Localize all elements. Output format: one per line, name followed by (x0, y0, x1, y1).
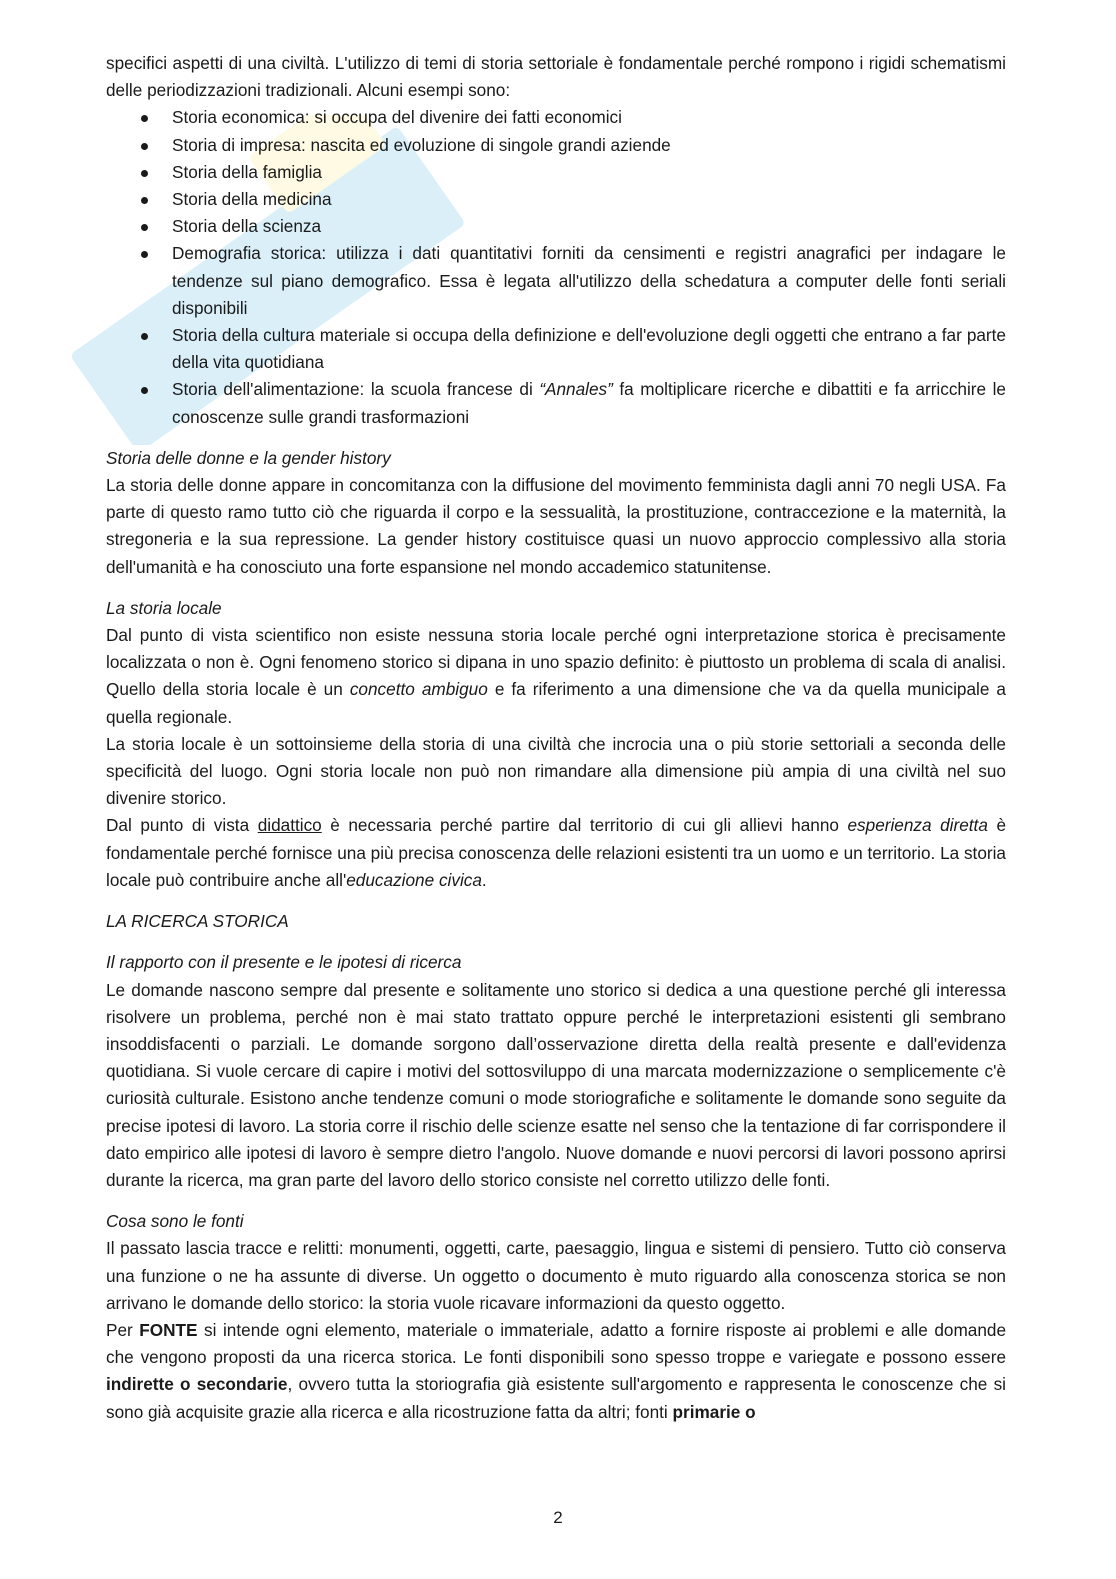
section-heading-fonti: Cosa sono le fonti (106, 1211, 244, 1232)
list-item: Storia di impresa: nascita ed evoluzione di singole grandi aziende (106, 132, 1006, 159)
list-item: Storia dell'alimentazione: la scuola francese di “Annales” fa moltiplicare ricerche e dibattiti e fa arricchire le conoscenze sulle grandi trasformazioni (106, 376, 1006, 430)
paragraph-locale-3: Dal punto di vista didattico è necessaria perché partire dal territorio di cui gli allievi hanno esperienza diretta è fondamentale perché fornisce una più precisa conoscenza delle relazioni esistenti tra un uomo e un territorio. La storia locale può contribuire anche all'educazione civica. (106, 815, 1007, 890)
list-item: Storia della cultura materiale si occupa della definizione e dell'evoluzione degli oggetti che entrano a far parte della vita quotidiana (106, 322, 1006, 376)
bullet-icon (141, 251, 148, 258)
paragraph-locale-2: La storia locale è un sottoinsieme della storia di una civiltà che incrocia una o più storie settoriali a seconda delle specificità del luogo. Ogni storia locale non può non rimandare alla dimensione più ampia di una civiltà nel suo divenire storico. (106, 733, 1006, 809)
bullet-icon (141, 197, 148, 204)
intro-paragraph: specifici aspetti di una civiltà. L'utilizzo di temi di storia settoriale è fondamentale perché rompono i rigidi schematismi delle periodizzazioni tradizionali. Alcuni esempi sono: (106, 53, 1006, 101)
list-item: Storia della scienza (106, 213, 1006, 240)
bullet-icon (141, 333, 148, 340)
list-item: Storia della medicina (106, 186, 1006, 213)
paragraph-fonti-2: Per FONTE si intende ogni elemento, materiale o immateriale, adatto a fornire risposte ai problemi e alle domande che vengono proposti da una ricerca storica. Le fonti disponibili sono spesso troppe e variegate e possono essere indirette o secondarie, ovvero tutta la storiografia già esistente sull'argomento e rappresenta le conoscenze che si sono già acquisite grazie alla ricerca e alla ricostruzione fatta da altri; fonti primarie o (106, 1319, 1007, 1422)
list-item: Storia della famiglia (106, 159, 1006, 186)
section-heading-locale: La storia locale (106, 597, 222, 618)
examples-list (106, 104, 1006, 430)
document-page (106, 50, 1006, 1426)
section-heading-donne: Storia delle donne e la gender history (106, 447, 391, 468)
list-item: Demografia storica: utilizza i dati quantitativi forniti da censimenti e registri anagrafici per indagare le tendenze sul piano demografico. Essa è legata all'utilizzo della schedatura a computer delle fonti seriali disponibili (106, 240, 1006, 322)
paragraph-donne: La storia delle donne appare in concomitanza con la diffusione del movimento femminista dagli anni 70 negli USA. Fa parte di questo ramo tutto ciò che riguarda il corpo e la sessualità, la prostituzione, contraccezione e la maternità, la stregoneria e la sua repressione. La gender history costituisce quasi un nuovo approccio complessivo alla storia dell'umanità e ha conosciuto una forte espansione nel mondo accademico statunitense. (106, 475, 1006, 577)
bullet-icon (141, 115, 148, 122)
section-heading-ricerca: LA RICERCA STORICA (106, 911, 289, 932)
page-number: 2 (553, 1508, 563, 1527)
bullet-icon (141, 387, 148, 394)
bullet-icon (141, 143, 148, 150)
section-heading-rapporto: Il rapporto con il presente e le ipotesi di ricerca (106, 952, 462, 973)
paragraph-fonti-1: Il passato lascia tracce e relitti: monumenti, oggetti, carte, paesaggio, lingua e sistemi di pensiero. Tutto ciò conserva una funzione o ne ha assunte di diverse. Un oggetto o documento è muto riguardo alla conoscenza storica se non arrivano le domande dello storico: la storia vuole ricavare informazioni da questo oggetto. (106, 1238, 1006, 1313)
list-item: Storia economica: si occupa del divenire dei fatti economici (106, 104, 1006, 131)
paragraph-rapporto: Le domande nascono sempre dal presente e solitamente uno storico si dedica a una questione perché gli interessa risolvere un problema, perché non è mai stato trattato oppure perché le interpretazioni esistenti gli sembrano insoddisfacenti o parziali. Le domande sorgono dall’osservazione diretta della realtà presente e dall'evidenza quotidiana. Si vuole cercare di capire i motivi del sottosviluppo di una marcata modernizzazione o semplicemente c'è curiosità culturale. Esistono anche tendenze comuni o mode storiografiche e solitamente le domande sono seguite da precise ipotesi di lavoro. La storia corre il rischio delle scienze esatte nel senso che la tentazione di far corrispondere il dato empirico alle ipotesi di lavoro è sempre dietro l'angolo. Nuove domande e nuovi percorsi di lavori possono aprirsi durante la ricerca, ma gran parte del lavoro dello storico consiste nel corretto utilizzo delle fonti. (106, 979, 1006, 1190)
paragraph-locale-1: Dal punto di vista scientifico non esiste nessuna storia locale perché ogni interpretazione storica è precisamente localizzata o non è. Ogni fenomeno storico si dipana in uno spazio definito: è piuttosto un problema di scala di analisi. Quello della storia locale è un concetto ambiguo e fa riferimento a una dimensione che va da quella municipale a quella regionale. (106, 625, 1006, 727)
bullet-icon (141, 224, 148, 231)
bullet-icon (141, 170, 148, 177)
